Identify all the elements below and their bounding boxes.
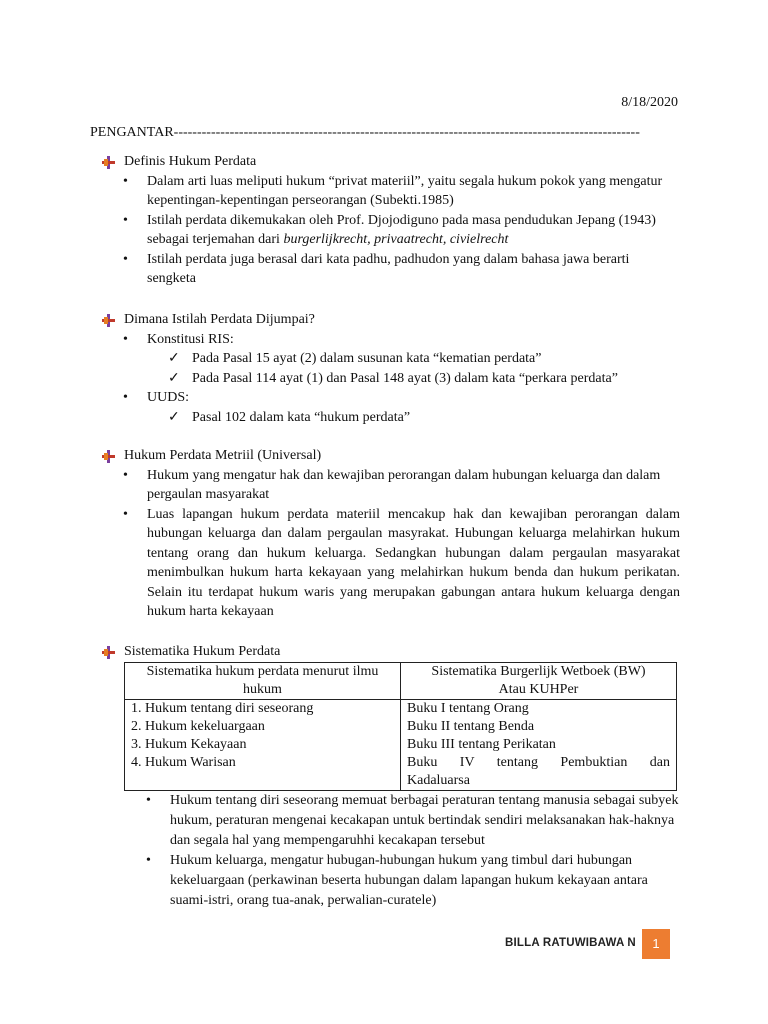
list-item: • Hukum yang mengatur hak dan kewajiban perorangan dalam hubungan keluarga dan dalam pergaulan masyarakat (100, 466, 680, 505)
table-cell-line: 1. Hukum tentang diri seseorang (131, 700, 314, 716)
checkmark-icon: ✓ (168, 351, 180, 366)
list-item: • Istilah perdata juga berasal dari kata padhu, padhudon yang dalam bahasa jawa berarti sengketa (100, 250, 680, 289)
table-cell-line: 4. Hukum Warisan (131, 754, 236, 770)
check-list (100, 349, 680, 388)
section-dimana (100, 310, 680, 427)
check-item: ✓ Pasal 102 dalam kata “hukum perdata” (100, 408, 680, 428)
pointer-bullet-icon (102, 450, 115, 463)
list-item: • Konstitusi RIS: (100, 330, 680, 350)
check-item: ✓ Pada Pasal 114 ayat (1) dan Pasal 148 ayat (3) dalam kata “perkara perdata” (100, 369, 680, 389)
table-cell-line: Kadaluarsa (407, 772, 470, 788)
bullet-list (100, 791, 680, 911)
section-heading: Dimana Istilah Perdata Dijumpai? (100, 310, 680, 330)
list-item: • UUDS: (100, 388, 680, 408)
table-cell-right (401, 699, 677, 790)
checkmark-icon: ✓ (168, 409, 180, 425)
pointer-bullet-icon (102, 646, 115, 659)
check-item: ✓ Pada Pasal 15 ayat (2) dalam susunan kata “kematian perdata” (100, 349, 680, 369)
table-cell-left (125, 699, 401, 790)
check-list (100, 408, 680, 428)
page-footer (505, 929, 670, 959)
list-item: • Istilah perdata dikemukakan oleh Prof. Djojodiguno pada masa pendudukan Jepang (1943) sebagai terjemahan dari burgerlijkrecht, privaatrecht, civielrecht (100, 211, 680, 250)
section-definisi (100, 152, 680, 289)
list-item: • Luas lapangan hukum perdata materiil mencakup hak dan kewajiban perorangan dalam hubungan keluarga dan dalam pergaulan masyrakat. Hubungan keluarga melahirkan hukum tentang orang dan hukum keluarga. Sedangkan hubungan dalam pergaulan masyarakat menimbulkan hukum harta kekayaan yang melahirkan hukum benda dan hukum perikatan. Selain itu terdapat hukum waris yang merupakan gabungan antara hukum keluarga dengan hukum harta kekayaan (100, 505, 680, 622)
checkmark-icon: ✓ (168, 370, 180, 386)
list-item: • Hukum tentang diri seseorang memuat berbagai peraturan tentang manusia sebagai subyek hukum, peraturan mengenai kecakapan untuk bertindak sendiri melaksanakan hak-haknya dan segala hal yang mempengaruhhi kecakapan tersebut (100, 791, 680, 851)
sistematika-table (124, 662, 677, 791)
italic-terms: burgerlijkrecht, privaatrecht, civielrecht (283, 232, 509, 247)
list-item: • Hukum keluarga, mengatur hubugan-hubungan hukum yang timbul dari hubungan kekeluargaan (perkawinan beserta hubungan dalam lapangan hukum kekayaan antara suami-istri, orang tua-anak, perwalian-curatele) (100, 851, 680, 911)
table-cell-line: Buku IV tentang Pembuktian dan (407, 754, 670, 770)
bullet-list (100, 466, 680, 622)
section-sistematika (100, 642, 680, 911)
bullet-list (100, 330, 680, 350)
author-name: BILLA RATUWIBAWA N (505, 937, 636, 950)
section-heading: Sistematika Hukum Perdata (100, 642, 680, 662)
table-cell-line: 2. Hukum kekeluargaan (131, 718, 265, 734)
bullet-list (100, 172, 680, 289)
section-metriil (100, 446, 680, 622)
section-heading: Definis Hukum Perdata (100, 152, 680, 172)
page-number: 1 (642, 929, 670, 959)
table-header-cell: Sistematika Burgerlijk Wetboek (BW) Atau KUHPer (401, 662, 677, 699)
bullet-list (100, 388, 680, 408)
pointer-bullet-icon (102, 156, 115, 169)
table-row (125, 699, 677, 790)
section-heading: Hukum Perdata Metriil (Universal) (100, 446, 680, 466)
pointer-bullet-icon (102, 314, 115, 327)
date: 8/18/2020 (621, 95, 678, 110)
table-cell-line: 3. Hukum Kekayaan (131, 736, 247, 752)
table-header-row (125, 662, 677, 699)
table-cell-line: Buku II tentang Benda (407, 718, 535, 734)
intro-heading: PENGANTAR---------------------------------------------------------------------------------------------------- (90, 125, 640, 140)
table-cell-line: Buku III tentang Perikatan (407, 736, 556, 752)
table-cell-line: Buku I tentang Orang (407, 700, 529, 716)
table-header-cell: Sistematika hukum perdata menurut ilmu hukum (125, 662, 401, 699)
list-item: • Dalam arti luas meliputi hukum “privat materiil”, yaitu segala hukum pokok yang mengatur kepentingan-kepentingan perseorangan (Subekti.1985) (100, 172, 680, 211)
